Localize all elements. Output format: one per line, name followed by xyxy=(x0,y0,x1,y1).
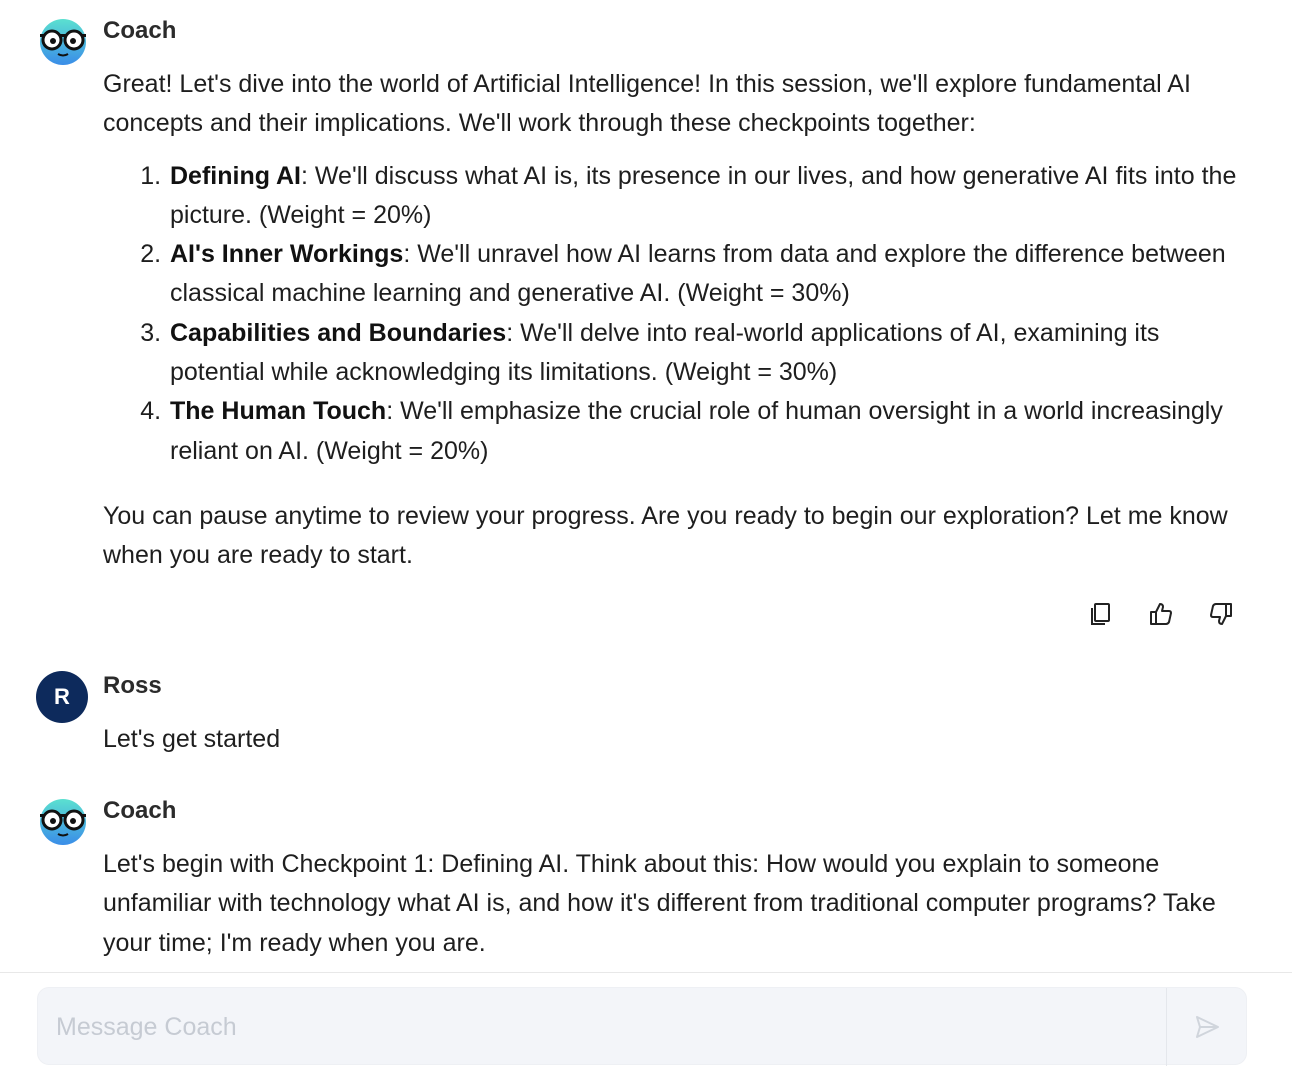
coach-glasses-icon xyxy=(36,16,90,70)
message-composer xyxy=(37,987,1247,1065)
user-avatar: R xyxy=(36,671,88,723)
checkpoint-item xyxy=(168,235,1253,314)
checkpoint-item xyxy=(168,157,1253,236)
message-body xyxy=(103,845,1253,963)
message-text: Let's begin with Checkpoint 1: Defining AI. Think about this: How would you explain to someone unfamiliar with technology what AI is, and how it's different from traditional computer programs? Take your time; I'm ready when you are. xyxy=(103,850,1216,957)
checkpoint-text: : We'll delve into real-world applications of AI, examining its potential while acknowledging its limitations. (Weight = 30%) xyxy=(170,318,1160,387)
checkpoint-title: Capabilities and Boundaries xyxy=(170,318,507,347)
message-intro: Great! Let's dive into the world of Artificial Intelligence! In this session, we'll explore fundamental AI concepts and their implications. We'll work through these checkpoints together: xyxy=(103,70,1191,138)
send-button[interactable] xyxy=(1166,988,1246,1066)
send-icon xyxy=(1193,1013,1221,1041)
thumbs-up-button[interactable] xyxy=(1148,600,1174,628)
checkpoint-item xyxy=(168,314,1253,393)
coach-glasses-icon xyxy=(36,796,90,850)
thumbs-down-icon xyxy=(1208,601,1234,627)
message-body xyxy=(103,65,1253,576)
thumbs-down-button[interactable] xyxy=(1208,600,1234,628)
coach-avatar xyxy=(36,16,90,70)
message-actions xyxy=(1088,600,1234,628)
checkpoint-text: : We'll emphasize the crucial role of human oversight in a world increasingly reliant on AI. (Weight = 20%) xyxy=(170,397,1223,465)
checkpoint-title: The Human Touch xyxy=(170,397,387,426)
message-author: Coach xyxy=(103,17,177,44)
message-author: Coach xyxy=(103,797,177,824)
message-author: Ross xyxy=(103,672,162,699)
coach-avatar xyxy=(36,796,90,850)
coach-message-2 xyxy=(36,796,1256,972)
coach-message-1 xyxy=(36,16,1256,636)
checkpoint-title: Defining AI xyxy=(170,161,302,190)
copy-button[interactable] xyxy=(1088,600,1114,628)
copy-icon xyxy=(1088,601,1114,627)
message-text: Let's get started xyxy=(103,725,281,753)
message-outro: You can pause anytime to review your progress. Are you ready to begin our exploration? Let me know when you are ready to start. xyxy=(103,501,1228,570)
message-body xyxy=(103,720,1253,759)
thumbs-up-icon xyxy=(1148,601,1174,627)
checkpoint-list xyxy=(103,157,1253,471)
checkpoint-text: : We'll unravel how AI learns from data and explore the difference between classical machine learning and generative AI. (Weight = 30%) xyxy=(170,240,1226,308)
user-message xyxy=(36,671,1256,761)
checkpoint-text: : We'll discuss what AI is, its presence in our lives, and how generative AI fits into the picture. (Weight = 20%) xyxy=(170,161,1237,229)
checkpoint-title: AI's Inner Workings xyxy=(170,240,404,269)
composer-divider xyxy=(0,972,1292,973)
checkpoint-item xyxy=(168,392,1253,471)
message-input[interactable] xyxy=(56,988,1156,1066)
